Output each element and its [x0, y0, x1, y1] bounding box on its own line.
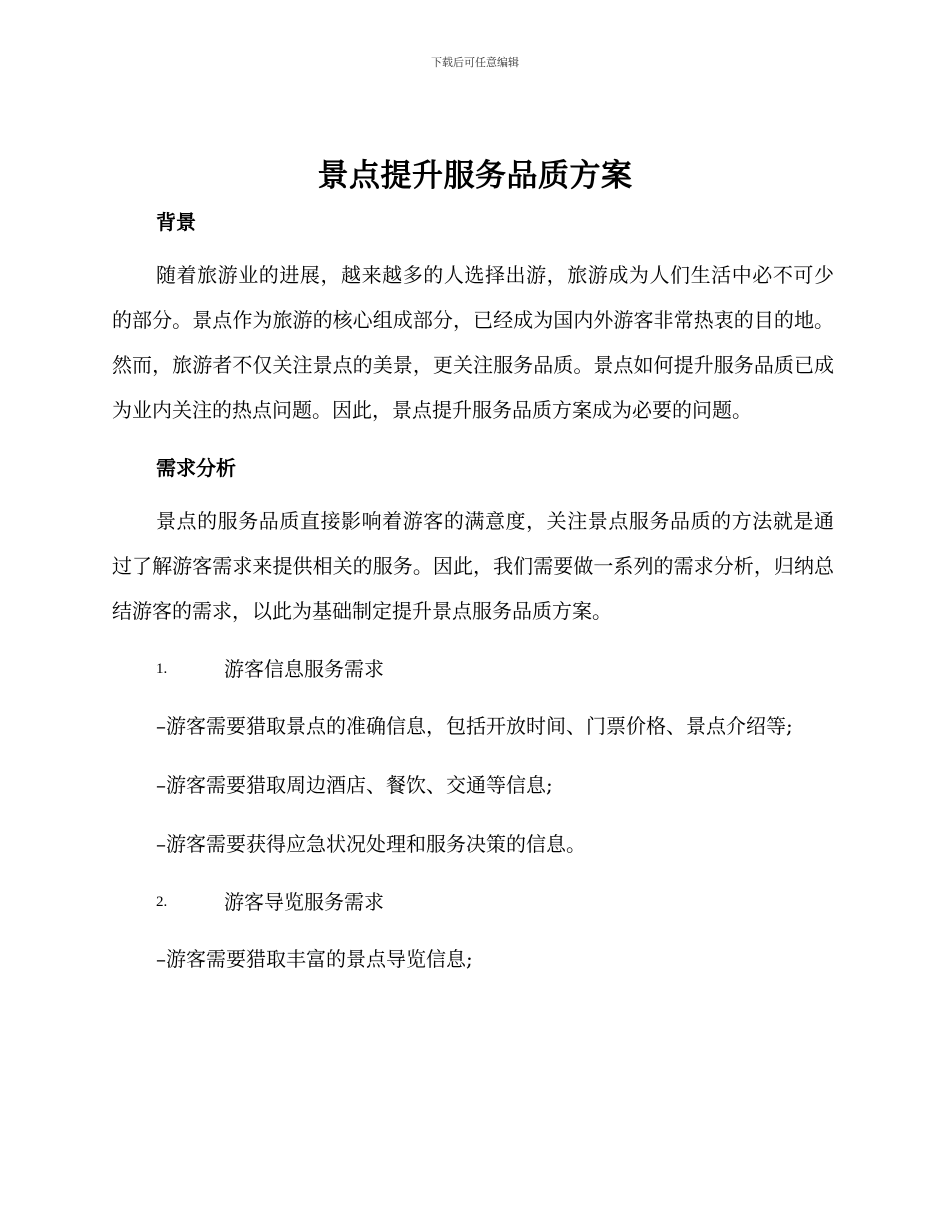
item-number: 2. — [156, 894, 168, 910]
bullet-item: –游客需要猎取周边酒店、餐饮、交通等信息; — [156, 773, 553, 797]
document-body — [112, 205, 834, 982]
bullet-item: –游客需要猎取丰富的景点导览信息; — [156, 947, 473, 971]
item-label: 游客导览服务需求 — [224, 890, 384, 914]
background-paragraph: 随着旅游业的进展，越来越多的人选择出游，旅游成为人们生活中必不可少的部分。景点作为旅游的核心组成部分，已经成为国内外游客非常热衷的目的地。然而，旅游者不仅关注景点的美景，更关注服务品质。景点如何提升服务品质已成为业内关注的热点问题。因此，景点提升服务品质方案成为必要的问题。 — [112, 263, 834, 422]
page-header-note: 下载后可任意编辑 — [431, 56, 519, 69]
numbered-item-2 — [156, 885, 834, 919]
item-number: 1. — [156, 661, 168, 677]
section-heading-needs: 需求分析 — [156, 456, 236, 480]
document-title: 景点提升服务品质方案 — [317, 158, 633, 194]
numbered-item-1 — [156, 652, 834, 686]
item-label: 游客信息服务需求 — [224, 657, 384, 681]
section-heading-background: 背景 — [156, 210, 196, 234]
bullet-item: –游客需要获得应急状况处理和服务决策的信息。 — [156, 832, 586, 856]
needs-paragraph: 景点的服务品质直接影响着游客的满意度，关注景点服务品质的方法就是通过了解游客需求来提供相关的服务。因此，我们需要做一系列的需求分析，归纳总结游客的需求，以此为基础制定提升景点服务品质方案。 — [112, 509, 834, 623]
bullet-item: –游客需要猎取景点的准确信息，包括开放时间、门票价格、景点介绍等; — [156, 714, 793, 738]
